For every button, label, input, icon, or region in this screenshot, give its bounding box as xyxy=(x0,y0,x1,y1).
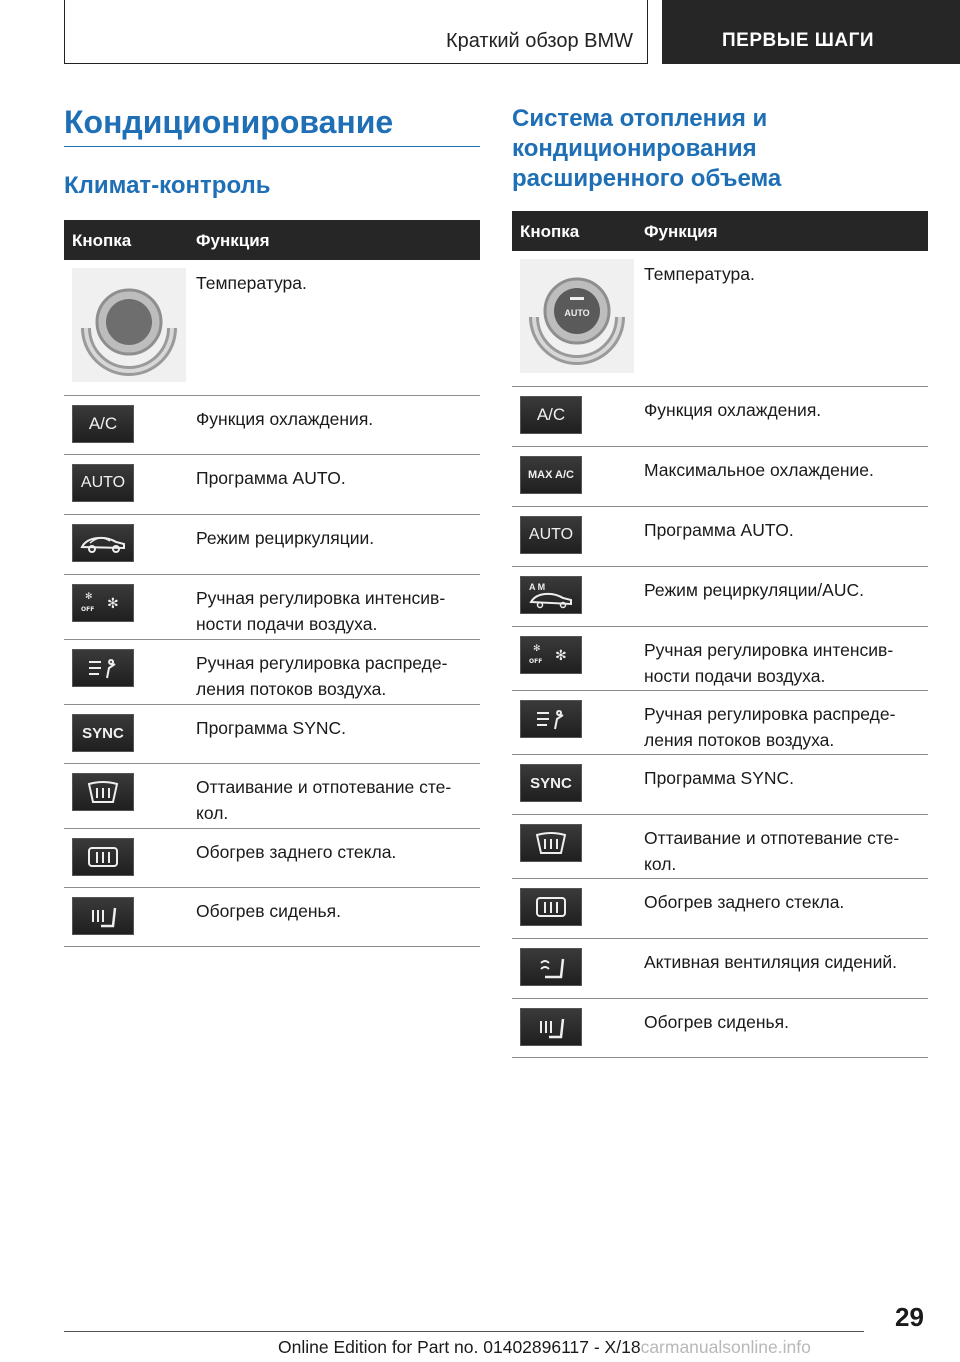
col-function-header: Функция xyxy=(196,231,270,250)
sync-button-icon: SYNC xyxy=(520,764,582,802)
table-row xyxy=(512,387,928,447)
left-subtitle: Климат-контроль xyxy=(64,172,271,199)
row-text: Программа AUTO. xyxy=(644,520,794,540)
row-text: Ручная регулировка интенсив-ности подачи воздуха. xyxy=(644,640,894,686)
table-row xyxy=(64,260,480,396)
table-row xyxy=(512,567,928,627)
table-row xyxy=(64,396,480,455)
ac-button-icon: A/C xyxy=(72,405,134,443)
table-row xyxy=(512,999,928,1058)
row-text: Оттаивание и отпотевание сте-кол. xyxy=(196,777,452,823)
table-row xyxy=(64,455,480,515)
col-function-header: Функция xyxy=(644,222,718,241)
watermark: carmanualsonline.info xyxy=(640,1337,811,1357)
climate-control-table xyxy=(64,220,480,947)
header-section-box xyxy=(64,0,648,64)
seat-heating-icon xyxy=(72,897,134,935)
seat-ventilation-icon xyxy=(520,948,582,986)
temperature-knob-auto-icon xyxy=(520,259,634,373)
svg-text:✻: ✻ xyxy=(555,648,567,664)
chapter-title: ПЕРВЫЕ ШАГИ xyxy=(722,30,875,51)
row-text: Температура. xyxy=(196,273,307,293)
extended-climate-table xyxy=(512,211,928,1058)
row-text: Функция охлаждения. xyxy=(196,409,374,429)
auto-button-icon: AUTO xyxy=(520,516,582,554)
table-row xyxy=(64,829,480,888)
temperature-knob-icon xyxy=(72,268,186,382)
row-text: Режим рециркуляции. xyxy=(196,528,375,548)
fan-speed-icon xyxy=(72,584,134,622)
table-row xyxy=(512,879,928,939)
air-distribution-icon xyxy=(520,700,582,738)
footer-rule xyxy=(64,1331,864,1332)
svg-text:OFF: OFF xyxy=(529,658,543,665)
page-title: Кондиционирование xyxy=(64,104,394,140)
table-row xyxy=(64,640,480,705)
table-row xyxy=(64,515,480,575)
table-row xyxy=(512,507,928,567)
ac-button-icon: A/C xyxy=(520,396,582,434)
table-row xyxy=(512,755,928,815)
row-text: Ручная регулировка распреде-ления потоков воздуха. xyxy=(196,653,448,699)
row-text: Ручная регулировка интенсив-ности подачи воздуха. xyxy=(196,588,446,634)
row-text: Максимальное охлаждение. xyxy=(644,460,874,480)
row-text: Ручная регулировка распреде-ления потоков воздуха. xyxy=(644,704,896,750)
recirculation-car-icon xyxy=(72,524,134,562)
row-text: Программа SYNC. xyxy=(644,768,795,788)
row-text: Функция охлаждения. xyxy=(644,400,822,420)
air-distribution-icon xyxy=(72,649,134,687)
seat-heating-icon xyxy=(520,1008,582,1046)
table-row xyxy=(64,888,480,947)
windshield-defrost-icon xyxy=(72,773,134,811)
table-row xyxy=(512,691,928,755)
row-text: Оттаивание и отпотевание сте-кол. xyxy=(644,828,900,874)
row-text: Температура. xyxy=(644,264,755,284)
rear-window-heat-icon xyxy=(520,888,582,926)
svg-text:✻: ✻ xyxy=(85,592,93,602)
col-button-header: Кнопка xyxy=(72,231,132,250)
svg-text:✻: ✻ xyxy=(533,644,541,654)
auto-button-icon: AUTO xyxy=(72,464,134,502)
table-header xyxy=(512,211,928,251)
page-number: 29 xyxy=(895,1302,924,1332)
row-text: Обогрев заднего стекла. xyxy=(196,842,397,862)
svg-text:OFF: OFF xyxy=(81,606,95,613)
row-text: Программа SYNC. xyxy=(196,718,347,738)
table-row xyxy=(64,705,480,764)
header-chapter-box xyxy=(662,0,960,64)
table-row xyxy=(64,764,480,829)
table-row xyxy=(512,447,928,507)
table-row xyxy=(64,575,480,640)
row-text: Программа AUTO. xyxy=(196,468,346,488)
sync-button-icon: SYNC xyxy=(72,714,134,752)
auc-a-label: A M xyxy=(529,582,546,592)
row-text: Обогрев сиденья. xyxy=(644,1012,789,1032)
title-rule xyxy=(64,146,480,147)
windshield-defrost-icon xyxy=(520,824,582,862)
recirculation-auc-icon xyxy=(520,576,582,614)
table-row xyxy=(512,815,928,879)
table-row xyxy=(512,251,928,387)
right-title: Система отопления и кондиционирования расширенного объема xyxy=(512,105,782,192)
knob-auto-label: AUTO xyxy=(564,308,590,318)
rear-window-heat-icon xyxy=(72,838,134,876)
col-button-header: Кнопка xyxy=(520,222,580,241)
row-text: Активная вентиляция сидений. xyxy=(644,952,898,972)
row-text: Обогрев сиденья. xyxy=(196,901,341,921)
section-title: Краткий обзор BMW xyxy=(445,30,633,52)
row-text: Обогрев заднего стекла. xyxy=(644,892,845,912)
svg-text:✻: ✻ xyxy=(107,596,119,612)
fan-speed-icon xyxy=(520,636,582,674)
table-row xyxy=(512,939,928,999)
max-ac-button-icon: MAX A/C xyxy=(520,456,582,494)
row-text: Режим рециркуляции/AUC. xyxy=(644,580,864,600)
table-row xyxy=(512,627,928,691)
edition-text: Online Edition for Part no. 01402896117 - X/18 xyxy=(278,1337,641,1357)
table-header xyxy=(64,220,480,260)
footer-edition xyxy=(278,1337,811,1358)
